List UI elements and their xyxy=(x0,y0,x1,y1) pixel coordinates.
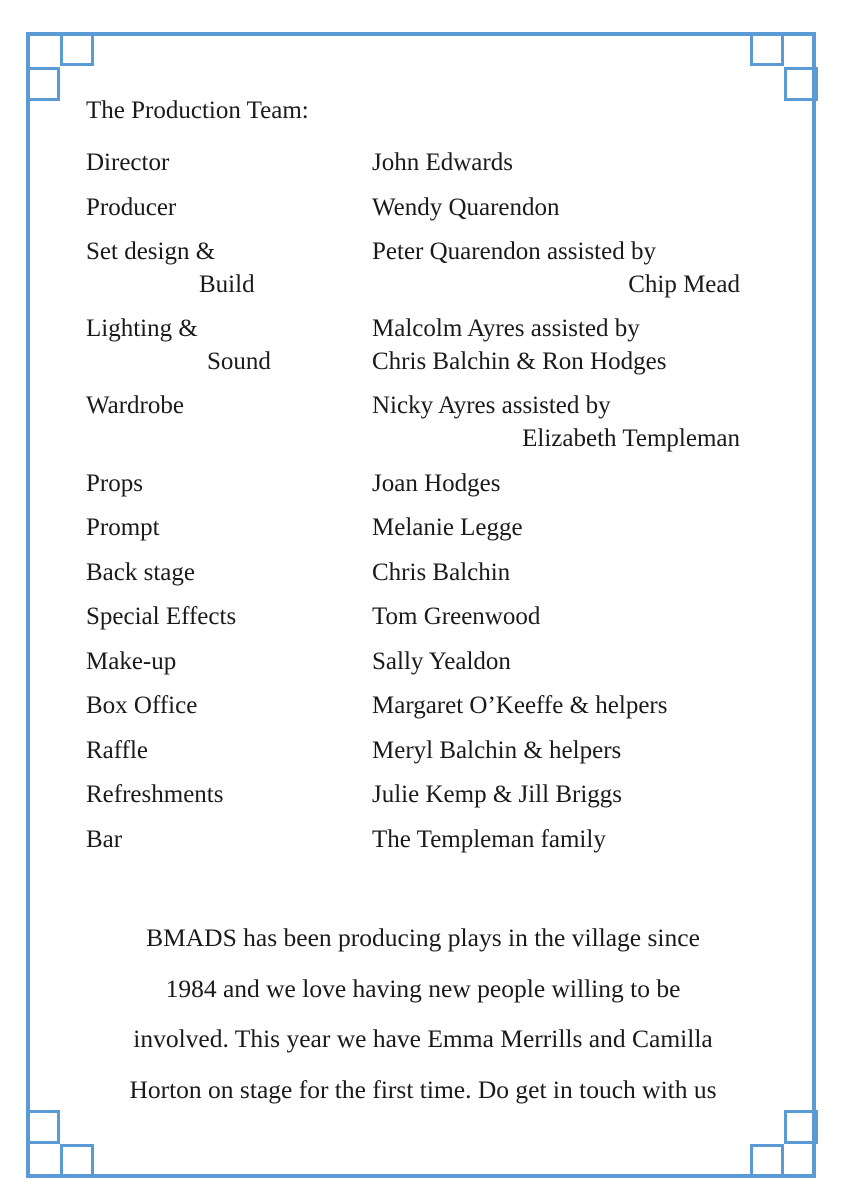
paragraph-line: 1984 and we love having new people willing to be xyxy=(165,973,681,1003)
role-label-line2: Sound xyxy=(207,348,271,375)
role-label-line1: Set design & xyxy=(86,238,216,265)
member-name: Melanie Legge xyxy=(372,514,523,541)
member-name xyxy=(372,312,740,378)
member-name xyxy=(372,389,740,455)
paragraph-line: Horton on stage for the first time. Do get in touch with us xyxy=(129,1074,717,1104)
paragraph-line: involved. This year we have Emma Merrills and Camilla xyxy=(133,1024,713,1053)
corner-ornament-bottom-left-a xyxy=(26,1110,60,1144)
about-paragraph xyxy=(60,913,786,1115)
member-name-line2: Chris Balchin & Ron Hodges xyxy=(372,348,667,375)
role-label: Prompt xyxy=(86,514,160,541)
member-name xyxy=(372,235,740,301)
member-name-line2: Chip Mead xyxy=(628,271,740,298)
role-label: Make-up xyxy=(86,648,177,675)
corner-ornament-top-right-b xyxy=(784,67,818,101)
role-label xyxy=(86,312,271,378)
corner-ornament-top-left-b xyxy=(26,67,60,101)
corner-ornament-top-right-a xyxy=(750,32,784,66)
corner-ornament-bottom-right-a xyxy=(784,1110,818,1144)
page-heading: The Production Team: xyxy=(86,97,309,124)
role-label: Raffle xyxy=(86,737,149,764)
member-name-line1: Nicky Ayres assisted by xyxy=(372,392,611,419)
role-label: Wardrobe xyxy=(86,392,184,419)
role-label: Back stage xyxy=(86,559,195,586)
role-label-line2: Build xyxy=(199,271,255,298)
role-label: Director xyxy=(86,149,170,176)
member-name: Meryl Balchin & helpers xyxy=(372,737,622,764)
member-name: Tom Greenwood xyxy=(372,603,541,630)
role-label: Bar xyxy=(86,826,123,853)
member-name: Joan Hodges xyxy=(372,470,501,497)
corner-ornament-bottom-right-b xyxy=(750,1144,784,1178)
member-name: Wendy Quarendon xyxy=(372,194,560,221)
member-name-line2: Elizabeth Templeman xyxy=(522,425,740,452)
role-label-line1: Lighting & xyxy=(86,315,198,342)
role-label: Props xyxy=(86,470,143,497)
member-name-line1: Malcolm Ayres assisted by xyxy=(372,315,640,342)
paragraph-line: BMADS has been producing plays in the village since xyxy=(146,923,700,952)
member-name: Sally Yealdon xyxy=(372,648,511,675)
member-name: Margaret O’Keeffe & helpers xyxy=(372,692,668,719)
member-name: John Edwards xyxy=(372,149,513,176)
role-label: Box Office xyxy=(86,692,198,719)
corner-ornament-bottom-left-b xyxy=(60,1144,94,1178)
member-name-line1: Peter Quarendon assisted by xyxy=(372,238,656,265)
member-name: The Templeman family xyxy=(372,826,606,853)
corner-ornament-top-left-a xyxy=(60,32,94,66)
role-label: Special Effects xyxy=(86,603,237,630)
role-label: Producer xyxy=(86,194,177,221)
role-label xyxy=(86,235,255,301)
role-label: Refreshments xyxy=(86,781,224,808)
member-name: Julie Kemp & Jill Briggs xyxy=(372,781,622,808)
member-name: Chris Balchin xyxy=(372,559,511,586)
